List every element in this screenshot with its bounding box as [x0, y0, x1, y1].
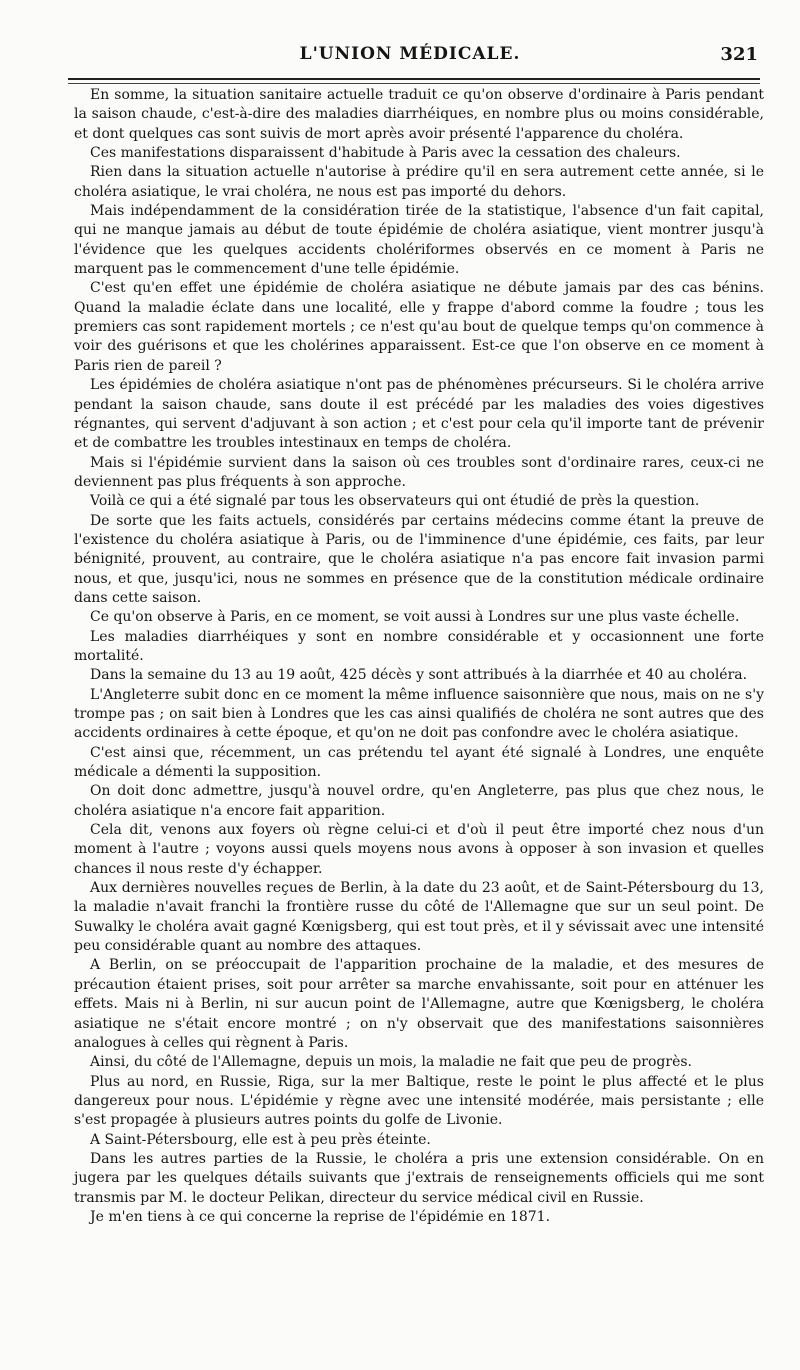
paragraph: Ce qu'on observe à Paris, en ce moment, se voit aussi à Londres sur une plus vaste échelle. [90, 609, 740, 626]
paragraph: C'est ainsi que, récemment, un cas prétendu tel ayant été signalé à Londres, une enquête médicale a démenti la supposition. [74, 744, 764, 781]
paragraph: Aux dernières nouvelles reçues de Berlin, à la date du 23 août, et de Saint-Pétersbourg du 13, la maladie n'avait franchi la frontière russe du côté de l'Allemagne que sur un seul point. De Suwalky le choléra avait gagné Kœnigsberg, qui est tout près, et il y sévissait avec une intensité peu considérable quant au nombre des attaques. [74, 880, 764, 955]
paragraph: De sorte que les faits actuels, considérés par certains médecins comme étant la preuve de l'existence du choléra asiatique à Paris, ou de l'imminence d'une épidémie, ces faits, par leur bénignité, prouvent, au contraire, que le choléra asiatique n'a pas encore fait invasion parmi nous, et que, jusqu'ici, nous ne sommes en présence que de la constitution médicale ordinaire dans cette saison. [74, 512, 764, 606]
paragraph: Dans les autres parties de la Russie, le choléra a pris une extension considérable. On en jugera par les quelques détails suivants que j'extrais de renseignements officiels qui me sont transmis par M. le docteur Pelikan, directeur du service médical civil en Russie. [74, 1150, 764, 1206]
paragraph: En somme, la situation sanitaire actuelle traduit ce qu'on observe d'ordinaire à Paris pendant la saison chaude, c'est-à-dire des maladies diarrhéiques, en nombre plus ou moins considérable, et dont quelques cas sont suivis de mort après avoir présenté l'apparence du choléra. [74, 87, 764, 142]
paragraph: A Berlin, on se préoccupait de l'apparition prochaine de la maladie, et des mesures de précaution étaient prises, soit pour arrêter sa marche envahissante, soit pour en atténuer les effets. Mais ni à Berlin, ni sur aucun point de l'Allemagne, autre que Kœnigsberg, le choléra asiatique ne s'était encore montré ; on n'y observait que des manifestations saisonnières analogues à celles qui règnent à Paris. [74, 957, 764, 1051]
paragraph: Mais indépendamment de la considération tirée de la statistique, l'absence d'un fait capital, qui ne manque jamais au début de toute épidémie de choléra asiatique, vient montrer jusqu'à l'évidence que les quelques accidents cholériformes observés en ce moment à Paris ne marquent pas le commencement d'une telle épidémie. [74, 203, 764, 278]
paragraph: Ces manifestations disparaissent d'habitude à Paris avec la cessation des chaleurs. [90, 145, 681, 162]
paragraph: A Saint-Pétersbourg, elle est à peu près éteinte. [90, 1131, 431, 1148]
paragraph: Cela dit, venons aux foyers où règne celui-ci et d'où il peut être importé chez nous d'un moment à l'autre ; voyons aussi quels moyens nous avons à opposer à son invasion et quelles chances il nous reste d'y échapper. [74, 822, 764, 877]
header-rule [68, 78, 760, 80]
paragraph: Voilà ce qui a été signalé par tous les observateurs qui ont étudié de près la question. [90, 493, 700, 510]
paragraph: Je m'en tiens à ce qui concerne la reprise de l'épidémie en 1871. [90, 1208, 551, 1225]
running-title: L'UNION MÉDICALE. [299, 44, 521, 64]
article-body [74, 86, 764, 1227]
page-header [60, 38, 760, 74]
paragraph: Les maladies diarrhéiques y sont en nombre considérable et y occasionnent une forte mortalité. [74, 628, 764, 664]
paragraph: Les épidémies de choléra asiatique n'ont pas de phénomènes précurseurs. Si le choléra arrive pendant la saison chaude, sans doute il est précédé par les maladies des voies digestives régnantes, qui servent d'adjuvant à son action ; et c'est pour cela qu'il importe tant de prévenir et de combattre les troubles intestinaux en temps de choléra. [74, 377, 764, 452]
paragraph: L'Angleterre subit donc en ce moment la même influence saisonnière que nous, mais on ne s'y trompe pas ; on sait bien à Londres que les cas ainsi qualifiés de choléra ne sont autres que des accidents ordinaires à cette époque, et qu'on ne doit pas confondre avec le choléra asiatique. [74, 686, 764, 742]
paragraph: C'est qu'en effet une épidémie de choléra asiatique ne débute jamais par des cas bénins. Quand la maladie éclate dans une localité, elle y frappe d'abord comme la foudre ; tous les premiers cas sont rapidement mortels ; ce n'est qu'au bout de quelque temps qu'on commence à voir des guérisons et que les cholérines apparaissent. Est-ce que l'on observe en ce moment à Paris rien de pareil ? [74, 280, 764, 374]
page-number: 321 [720, 44, 758, 65]
paragraph: On doit donc admettre, jusqu'à nouvel ordre, qu'en Angleterre, pas plus que chez nous, le choléra asiatique n'a encore fait apparition. [74, 783, 764, 819]
paragraph: Rien dans la situation actuelle n'autorise à prédire qu'il en sera autrement cette année, si le choléra asiatique, le vrai choléra, ne nous est pas importé du dehors. [74, 164, 764, 200]
header-rule-thin [68, 83, 760, 84]
paragraph: Dans la semaine du 13 au 19 août, 425 décès y sont attribués à la diarrhée et 40 au choléra. [90, 667, 748, 684]
paragraph: Mais si l'épidémie survient dans la saison où ces troubles sont d'ordinaire rares, ceux-ci ne deviennent pas plus fréquents à son approche. [74, 454, 764, 490]
paragraph: Plus au nord, en Russie, Riga, sur la mer Baltique, reste le point le plus affecté et le plus dangereux pour nous. L'épidémie y règne avec une intensité modérée, mais persistante ; elle s'est propagée à plusieurs autres points du golfe de Livonie. [74, 1073, 764, 1129]
paragraph: Ainsi, du côté de l'Allemagne, depuis un mois, la maladie ne fait que peu de progrès. [90, 1054, 692, 1071]
